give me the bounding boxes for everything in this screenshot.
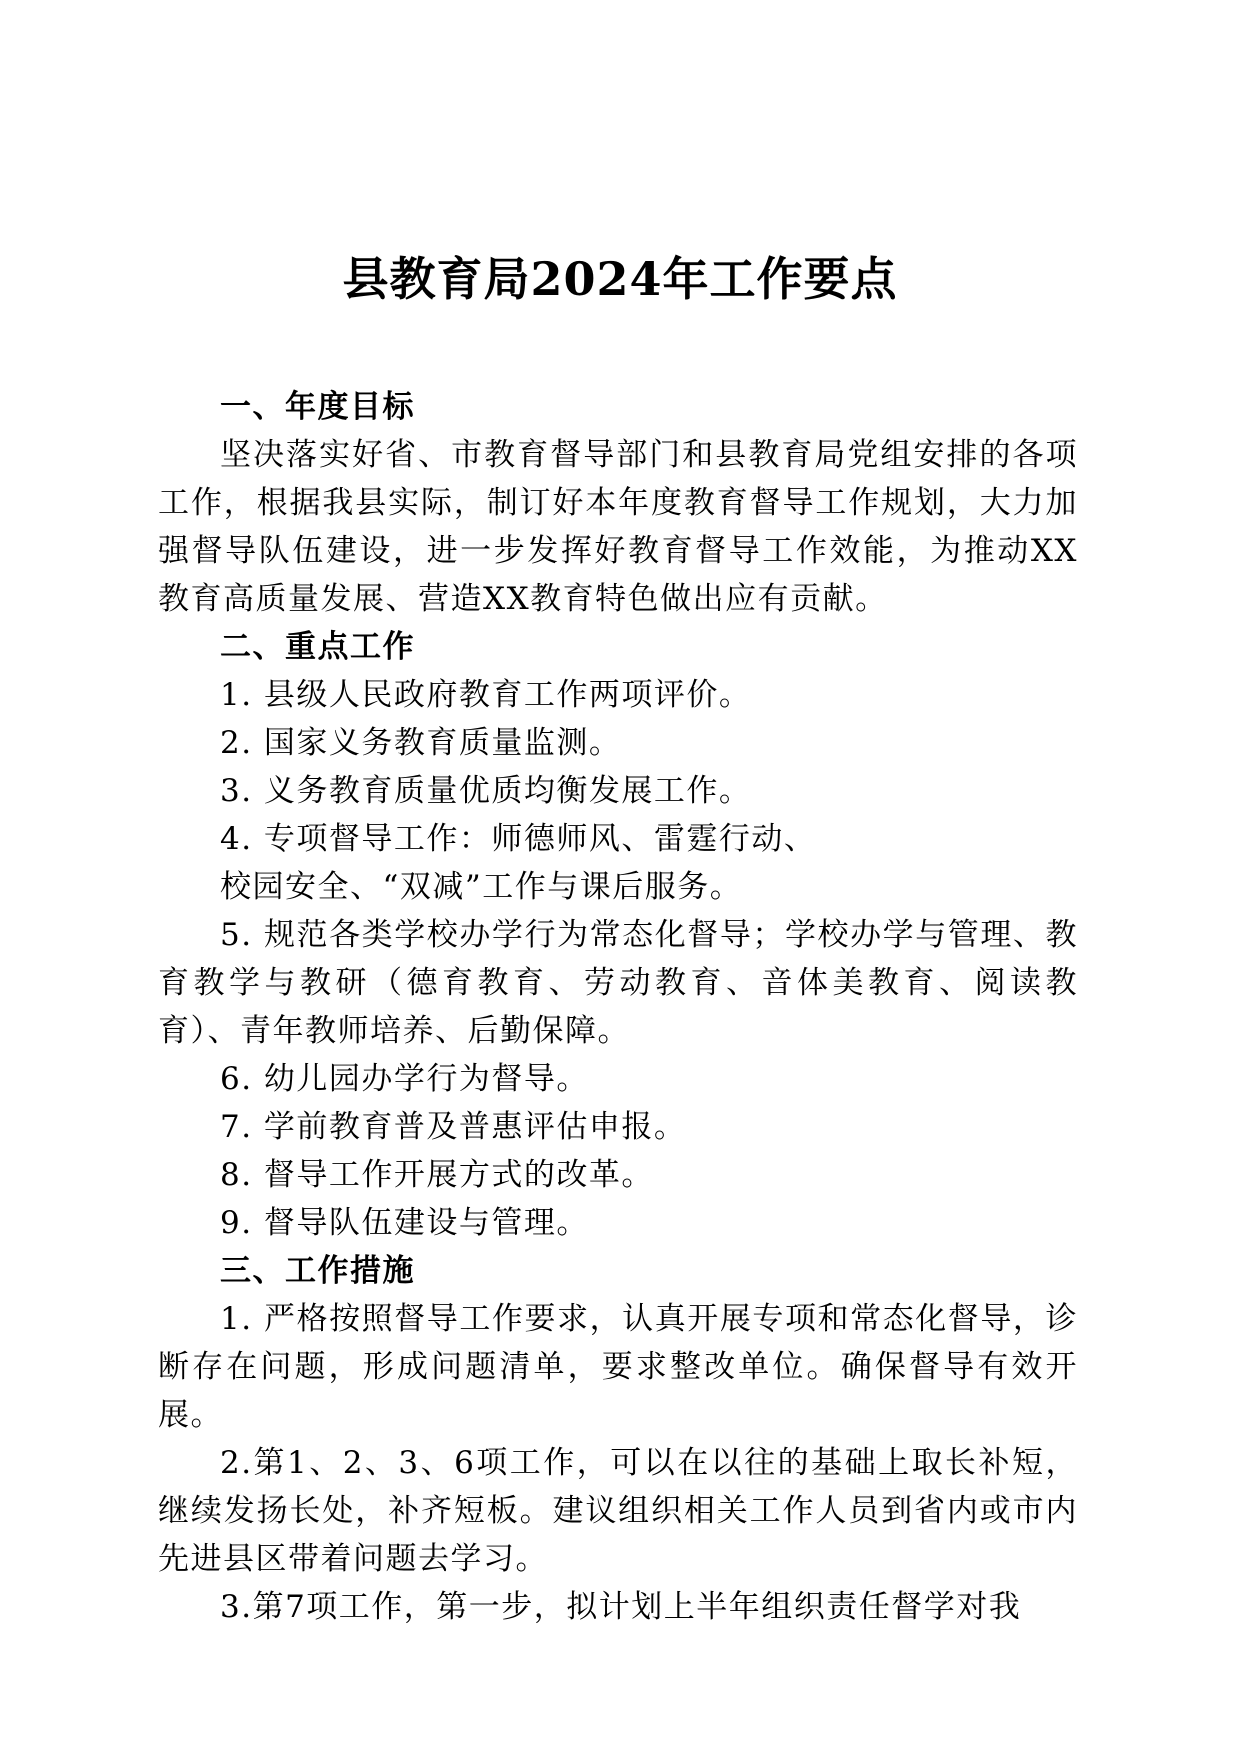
document-title: 县教育局2024年工作要点 [342, 252, 898, 306]
paragraph: 3.第7项工作，第一步，拟计划上半年组织责任督学对我 [220, 1589, 1022, 1625]
list-item: 6. 幼儿园办学行为督导。 [220, 1061, 589, 1097]
document-body [158, 383, 1078, 1631]
list-item: 4. 专项督导工作：师德师风、雷霆行动、 [220, 821, 817, 857]
list-item: 3. 义务教育质量优质均衡发展工作。 [220, 773, 752, 809]
list-item: 5. 规范各类学校办学行为常态化督导；学校办学与管理、教育教学与教研（德育教育、劳动教育、音体美教育、阅读教育）、青年教师培养、后勤保障。 [158, 917, 1078, 1049]
section-heading-key-work: 二、重点工作 [220, 629, 415, 665]
section-heading-measures: 三、工作措施 [220, 1253, 415, 1289]
section-heading-goals: 一、年度目标 [220, 389, 415, 425]
paragraph: 坚决落实好省、市教育督导部门和县教育局党组安排的各项工作，根据我县实际，制订好本年度教育督导工作规划，大力加强督导队伍建设，进一步发挥好教育督导工作效能，为推动XX教育高质量发展、营造XX教育特色做出应有贡献。 [158, 437, 1078, 617]
list-item: 2. 国家义务教育质量监测。 [220, 725, 622, 761]
list-item: 7. 学前教育普及普惠评估申报。 [220, 1109, 687, 1145]
paragraph: 2.第1、2、3、6项工作，可以在以往的基础上取长补短，继续发扬长处，补齐短板。建议组织相关工作人员到省内或市内先进县区带着问题去学习。 [158, 1445, 1078, 1577]
list-item: 8. 督导工作开展方式的改革。 [220, 1157, 654, 1193]
list-item-continuation: 校园安全、“双减”工作与课后服务。 [220, 869, 743, 905]
list-item: 1. 县级人民政府教育工作两项评价。 [220, 677, 752, 713]
list-item: 9. 督导队伍建设与管理。 [220, 1205, 589, 1241]
paragraph: 1. 严格按照督导工作要求，认真开展专项和常态化督导，诊断存在问题，形成问题清单，要求整改单位。确保督导有效开展。 [158, 1301, 1078, 1433]
